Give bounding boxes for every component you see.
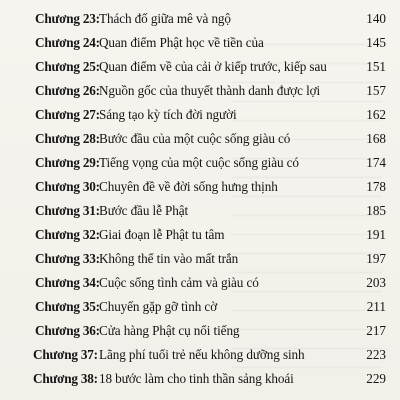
chapter-number: Chương 23: xyxy=(35,11,100,26)
chapter-number: Chương 25: xyxy=(35,59,100,74)
page-number: 145 xyxy=(366,35,386,50)
chapter-title: Sáng tạo kỳ tích đời người xyxy=(99,107,237,122)
chapter-title: Bước đầu của một cuộc sống giàu có xyxy=(99,131,291,146)
page-number: 211 xyxy=(366,299,386,314)
toc-entry xyxy=(0,369,400,389)
chapter-title: Chuyên đề về đời sống hưng thịnh xyxy=(99,179,278,194)
chapter-title: Cửa hàng Phật cụ nổi tiếng xyxy=(99,323,240,338)
toc-entry xyxy=(0,321,400,341)
chapter-title: Quan điểm về của cải ở kiếp trước, kiếp sau xyxy=(99,59,327,74)
page-number: 174 xyxy=(366,155,386,170)
toc-entry xyxy=(0,345,400,365)
page-number: 191 xyxy=(366,227,386,242)
page-number: 203 xyxy=(366,275,386,290)
chapter-number: Chương 26: xyxy=(35,83,100,98)
toc-entry xyxy=(0,33,400,53)
page-number: 168 xyxy=(366,131,386,146)
toc-entry xyxy=(0,105,400,125)
chapter-number: Chương 32: xyxy=(35,227,100,242)
page-number: 162 xyxy=(366,107,386,122)
page-number: 151 xyxy=(366,59,386,74)
chapter-title: Thách đố giữa mê và ngộ xyxy=(99,11,231,26)
chapter-title: 18 bước làm cho tinh thần sảng khoái xyxy=(99,371,294,386)
page-number: 157 xyxy=(366,83,386,98)
toc-entry xyxy=(0,57,400,77)
chapter-title: Cuộc sống tình cảm và giàu có xyxy=(99,275,259,290)
toc-entry xyxy=(0,201,400,221)
chapter-number: Chương 34: xyxy=(35,275,100,290)
chapter-title: Lãng phí tuổi trẻ nếu không dưỡng sinh xyxy=(99,347,305,362)
toc-entry xyxy=(0,129,400,149)
page-number: 197 xyxy=(366,251,386,266)
toc-entry xyxy=(0,225,400,245)
chapter-number: Chương 38: xyxy=(33,371,98,386)
chapter-number: Chương 29: xyxy=(35,155,100,170)
page-number: 223 xyxy=(366,347,386,362)
chapter-number: Chương 37: xyxy=(33,347,98,362)
page-number: 140 xyxy=(366,11,386,26)
chapter-number: Chương 24: xyxy=(35,35,100,50)
chapter-title: Nguồn gốc của thuyết thành danh được lợi xyxy=(99,83,321,98)
chapter-title: Bước đầu lễ Phật xyxy=(99,203,189,218)
chapter-title: Chuyến gặp gỡ tình cờ xyxy=(99,299,218,314)
page-number: 217 xyxy=(366,323,386,338)
toc-entry xyxy=(0,153,400,173)
toc-entry xyxy=(0,297,400,317)
chapter-number: Chương 36: xyxy=(35,323,100,338)
chapter-number: Chương 35: xyxy=(35,299,100,314)
toc-entry xyxy=(0,9,400,29)
toc-entry xyxy=(0,273,400,293)
page-number: 178 xyxy=(366,179,386,194)
chapter-title: Không thể tin vào mất trắn xyxy=(99,251,239,266)
page-number: 185 xyxy=(366,203,386,218)
chapter-title: Tiếng vọng của một cuộc sống giàu có xyxy=(99,155,299,170)
chapter-title: Quan điểm Phật học về tiền của xyxy=(99,35,264,50)
toc-entry xyxy=(0,81,400,101)
chapter-number: Chương 30: xyxy=(35,179,100,194)
chapter-number: Chương 31: xyxy=(35,203,100,218)
chapter-number: Chương 28: xyxy=(35,131,100,146)
toc-entry xyxy=(0,249,400,269)
chapter-title: Giai đoạn lễ Phật tu tâm xyxy=(99,227,225,242)
page-number: 229 xyxy=(366,371,386,386)
chapter-number: Chương 33: xyxy=(35,251,100,266)
chapter-number: Chương 27: xyxy=(35,107,100,122)
toc-entry xyxy=(0,177,400,197)
